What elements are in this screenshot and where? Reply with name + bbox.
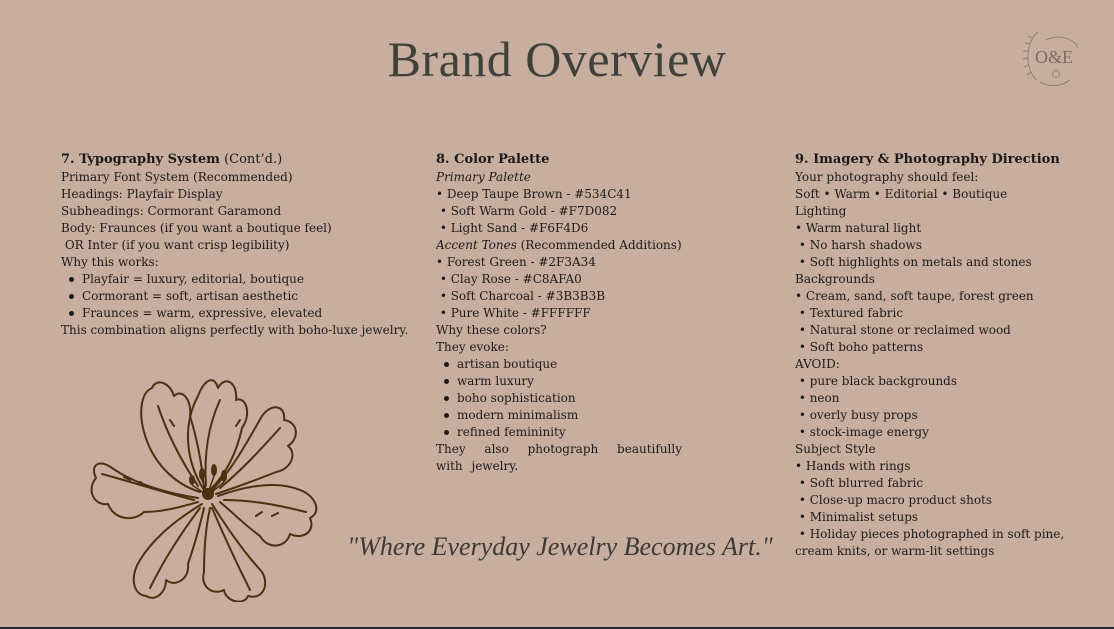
- text-line: • Holiday pieces photographed in soft pine,: [795, 527, 1065, 541]
- text-line: Why this works:: [61, 255, 159, 269]
- logo-icon: [1018, 24, 1086, 90]
- color-palette-section: [436, 151, 682, 475]
- text-line: Subheadings: Cormorant Garamond: [61, 204, 282, 218]
- text-line: • stock-image energy: [795, 425, 929, 439]
- brand-quote: "Where Everyday Jewelry Becomes Art.": [347, 532, 773, 561]
- text-line: This combination aligns perfectly with boho-luxe jewelry.: [61, 323, 409, 337]
- typography-section: [61, 151, 411, 339]
- text-line: • Warm natural light: [795, 221, 922, 235]
- accent-tones-label: Accent Tones (Recommended Additions): [436, 238, 682, 252]
- text-line: Your photography should feel:: [795, 170, 979, 184]
- text-line: Subject Style: [795, 442, 876, 456]
- text-line: cream knits, or warm-lit settings: [795, 544, 995, 558]
- list-item: boho sophistication: [436, 390, 682, 407]
- typography-heading: 7. Typography System (Cont’d.): [61, 152, 283, 167]
- text-line: They evoke:: [436, 340, 509, 354]
- text-line: Why these colors?: [436, 323, 547, 337]
- text-line: • Pure White - #FFFFFF: [436, 306, 591, 320]
- text-line: Lighting: [795, 204, 847, 218]
- text-line: • Cream, sand, soft taupe, forest green: [795, 289, 1034, 303]
- imagery-section: [795, 151, 1085, 560]
- list-item: warm luxury: [436, 373, 682, 390]
- list-item: Playfair = luxury, editorial, boutique: [61, 271, 411, 288]
- list-item: modern minimalism: [436, 407, 682, 424]
- svg-text:O&E: O&E: [1035, 47, 1073, 67]
- text-line: Soft • Warm • Editorial • Boutique: [795, 187, 1008, 201]
- text-line: • Soft Charcoal - #3B3B3B: [436, 289, 606, 303]
- text-line: • Minimalist setups: [795, 510, 919, 524]
- text-line: • Clay Rose - #C8AFA0: [436, 272, 582, 286]
- text-line: They also photograph beautifully with jewelry.: [436, 442, 682, 473]
- text-line: • No harsh shadows: [795, 238, 922, 252]
- text-line: OR Inter (if you want crisp legibility): [61, 238, 290, 252]
- list-item: artisan boutique: [436, 356, 682, 373]
- text-line: • Textured fabric: [795, 306, 904, 320]
- page-title: Brand Overview: [387, 31, 727, 87]
- text-line: • Hands with rings: [795, 459, 911, 473]
- text-line: • Soft Warm Gold - #F7D082: [436, 204, 618, 218]
- text-line: • Deep Taupe Brown - #534C41: [436, 187, 632, 201]
- list-item: refined femininity: [436, 424, 682, 441]
- list-item: Cormorant = soft, artisan aesthetic: [61, 288, 411, 305]
- text-line: • Light Sand - #F6F4D6: [436, 221, 589, 235]
- palette-heading: 8. Color Palette: [436, 152, 550, 167]
- imagery-heading: 9. Imagery & Photography Direction: [795, 152, 1060, 167]
- text-line: • Soft highlights on metals and stones: [795, 255, 1032, 269]
- text-line: • neon: [795, 391, 840, 405]
- text-line: • Forest Green - #2F3A34: [436, 255, 596, 269]
- text-line: • pure black backgrounds: [795, 374, 958, 388]
- text-line: • Natural stone or reclaimed wood: [795, 323, 1011, 337]
- flower-illustration-icon: [86, 366, 326, 602]
- text-line: • overly busy props: [795, 408, 918, 422]
- text-line: • Soft boho patterns: [795, 340, 924, 354]
- text-line: Body: Fraunces (if you want a boutique feel): [61, 221, 332, 235]
- text-line: Backgrounds: [795, 272, 875, 286]
- text-line: AVOID:: [795, 357, 840, 371]
- text-line: Headings: Playfair Display: [61, 187, 223, 201]
- text-line: • Soft blurred fabric: [795, 476, 924, 490]
- list-item: Fraunces = warm, expressive, elevated: [61, 305, 411, 322]
- text-line: Primary Font System (Recommended): [61, 170, 293, 184]
- text-line: • Close-up macro product shots: [795, 493, 993, 507]
- primary-palette-label: Primary Palette: [436, 170, 531, 184]
